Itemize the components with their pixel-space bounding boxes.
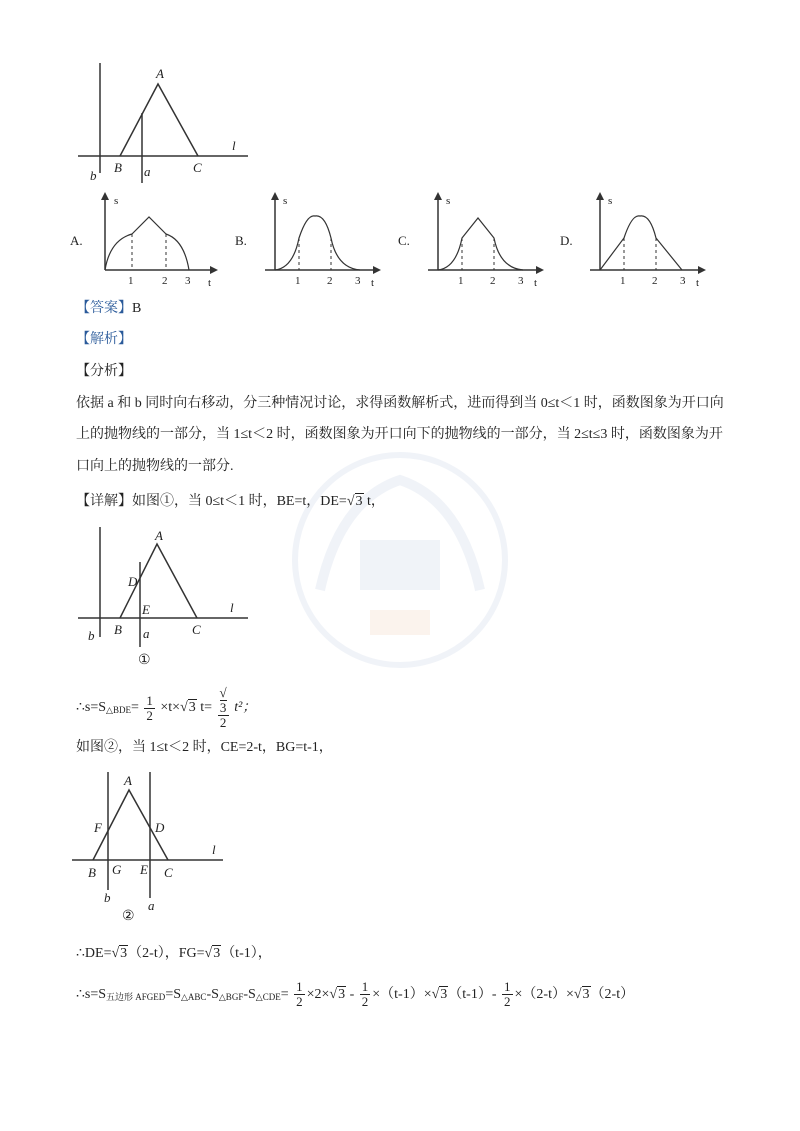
option-c [398,190,548,290]
svg-text:E: E [142,602,150,617]
svg-text:B: B [88,865,96,880]
svg-text:②: ② [122,909,135,924]
formula-3: $\therefore s=S_{五边形 AFGED}=S_{\triangle ABC}-S_{\triangle BGF}-S_{\triangle CDE}=$ $\frac{1}{2}$ ×2×√3 - $\frac{1}{2}$ ×（t-1）×√3（t-1）- $\frac{1}{2}$ ×（2-t）×√3（2-t） [76,979,635,1010]
svg-text:1: 1 [128,275,134,287]
svg-text:a: a [143,626,150,641]
svg-text:B.: B. [235,233,247,248]
svg-text:C: C [164,865,173,880]
svg-text:D.: D. [560,233,573,248]
answer-label: 【答案】 [76,301,132,316]
svg-text:2: 2 [490,275,496,287]
label-l: l [232,138,236,153]
analysis-line-3: 口向上的抛物线的一部分. [76,459,234,474]
svg-text:b: b [104,890,111,905]
formula-1: $\therefore s=S_{\triangle BDE}=$ $\frac{1}{2}$ ×t×√3 t= √ 3 2 t²； [76,685,257,730]
figure-2 [68,770,238,925]
svg-text:b: b [88,628,95,643]
svg-text:s: s [283,195,288,207]
detail-line: 【详解】如图①，当 0≤t＜1 时，BE=t，DE=√3 t， [76,494,385,509]
svg-text:s: s [608,195,613,207]
svg-text:t: t [696,277,700,289]
option-b [235,190,385,290]
svg-text:a: a [148,898,155,913]
svg-text:3: 3 [518,275,524,287]
svg-text:A: A [124,773,132,788]
svg-text:3: 3 [185,275,191,287]
analysis-line-2: 上的抛物线的一部分，当 1≤t＜2 时，函数图象为开口向下的抛物线的一部分，当 2≤t≤3 时，函数图象为开 [76,427,723,442]
svg-text:s: s [114,195,119,207]
answer-value: B [132,301,142,316]
svg-text:s: s [446,195,451,207]
svg-text:2: 2 [652,275,658,287]
svg-text:1: 1 [458,275,464,287]
svg-text:3: 3 [680,275,686,287]
svg-text:1: 1 [620,275,626,287]
option-d [560,190,710,290]
svg-text:F: F [94,820,102,835]
svg-text:t: t [371,277,375,289]
option-letter: A. [70,233,83,248]
svg-text:G: G [112,862,122,877]
svg-text:1: 1 [295,275,301,287]
answer-line [76,299,141,319]
label-B: B [114,160,122,175]
svg-text:A: A [155,528,163,543]
svg-text:l: l [212,842,216,857]
label-b: b [90,168,97,183]
figure-1 [70,522,260,672]
case2-line: 如图②，当 1≤t＜2 时，CE=2-t，BG=t-1， [76,740,333,755]
svg-text:C.: C. [398,233,410,248]
svg-text:t: t [534,277,538,289]
svg-text:t: t [208,277,212,289]
analysis-line-1: 依据 a 和 b 同时向右移动，分三种情况讨论，求得函数解析式，进而得到当 0≤t＜1 时，函数图象为开口向 [76,396,724,411]
label-C: C [193,160,202,175]
fenxi-label: 【分析】 [76,364,132,379]
svg-text:E: E [140,862,148,877]
svg-text:3: 3 [355,275,361,287]
figure-top [70,58,260,188]
svg-text:B: B [114,622,122,637]
jiexi-label: 【解析】 [76,332,132,347]
watermark-logo [280,440,520,680]
svg-text:l: l [230,600,234,615]
formula-2: ∴DE=√3（2-t），FG=√3（t-1）， [76,946,272,961]
svg-text:2: 2 [327,275,333,287]
svg-text:2: 2 [162,275,168,287]
svg-text:D: D [155,820,165,835]
option-a [70,190,220,290]
svg-text:D: D [128,574,138,589]
label-A: A [156,66,164,81]
svg-text:①: ① [138,653,151,668]
svg-text:C: C [192,622,201,637]
label-a: a [144,164,151,179]
